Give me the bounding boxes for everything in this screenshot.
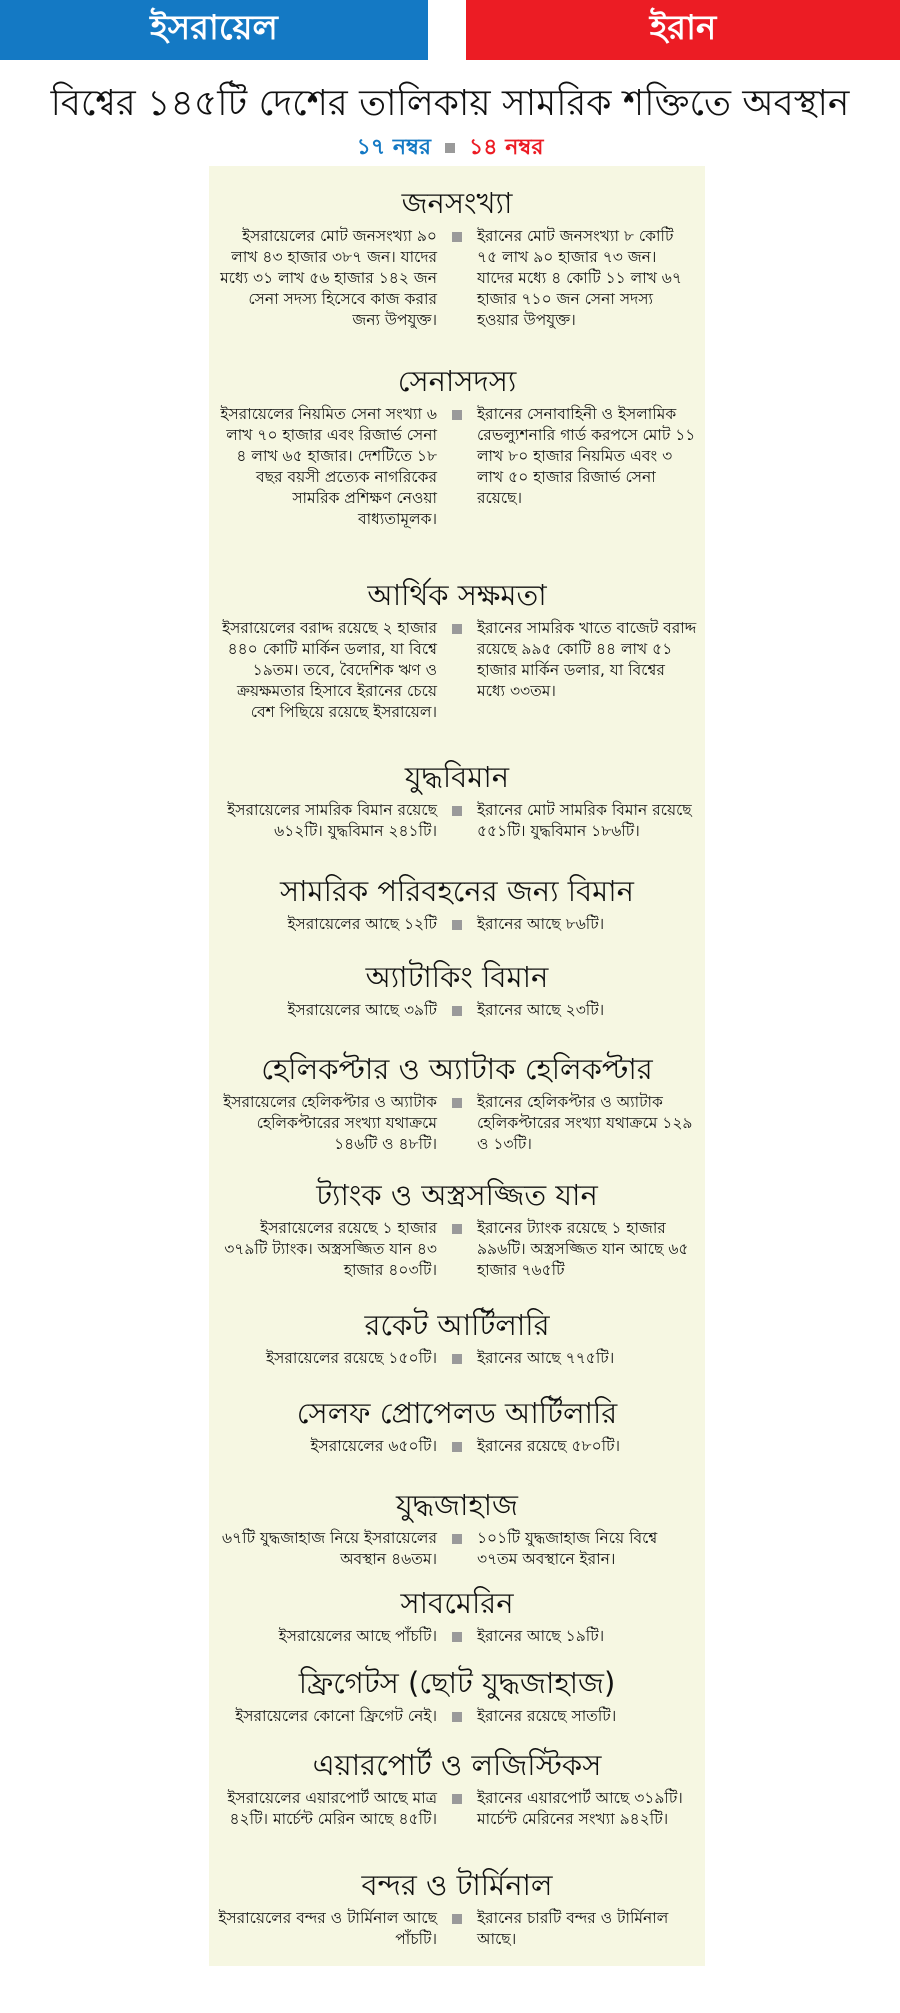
- section-soldiers: [209, 362, 705, 530]
- section-finance: [209, 576, 705, 723]
- israel-text: ইসরায়েলের রয়েছে ১৫০টি।: [266, 1349, 437, 1367]
- iran-text: ইরানের চারটি বন্দর ও টার্মিনাল আছে।: [477, 1909, 669, 1948]
- iran-text: ইরানের সেনাবাহিনী ও ইসলামিক রেভল্যুশনারি গার্ড করপসে মোট ১১ লাখ ৮০ হাজার নিয়মিত এবং ৩ লাখ ৫০ হাজার রিজার্ভ সেনা রয়েছে।: [477, 405, 696, 507]
- israel-text: ইসরায়েলের কোনো ফ্রিগেট নেই।: [235, 1707, 437, 1725]
- iran-text: ইরানের ট্যাংক রয়েছে ১ হাজার ৯৯৬টি। অস্ত্রসজ্জিত যান আছে ৬৫ হাজার ৭৬৫টি: [477, 1219, 689, 1279]
- separator-icon: [437, 1908, 477, 1950]
- section-helicopters: [209, 1050, 705, 1155]
- page-title: বিশ্বের ১৪৫টি দেশের তালিকায় সামরিক শক্তিতে অবস্থান: [50, 83, 850, 124]
- separator-icon: [437, 1436, 477, 1457]
- iran-rank: ১৪ নম্বর: [469, 135, 544, 160]
- section-warships: [209, 1486, 705, 1570]
- iran-text: ইরানের আছে ৭৭৫টি।: [477, 1349, 615, 1367]
- section-title: হেলিকপ্টার ও অ্যাটাক হেলিকপ্টার: [261, 1052, 653, 1086]
- separator-icon: [437, 404, 477, 530]
- separator-icon: [437, 1092, 477, 1155]
- section-title: সেনাসদস্য: [397, 364, 517, 398]
- separator-icon: [437, 226, 477, 331]
- iran-header: ইরান: [466, 0, 900, 60]
- israel-text: ইসরায়েলের রয়েছে ১ হাজার ৩৭৯টি ট্যাংক। অস্ত্রসজ্জিত যান ৪৩ হাজার ৪০৩টি।: [224, 1219, 437, 1279]
- section-rocket-artillery: [209, 1306, 705, 1369]
- section-title: অ্যাটাকিং বিমান: [365, 960, 549, 994]
- separator-icon: [437, 1626, 477, 1647]
- iran-text: ১০১টি যুদ্ধজাহাজ নিয়ে বিশ্বে ৩৭তম অবস্থানে ইরান।: [477, 1529, 658, 1568]
- section-ports-terminals: [209, 1866, 705, 1950]
- section-submarines: [209, 1584, 705, 1647]
- iran-text: ইরানের এয়ারপোর্ট আছে ৩১৯টি। মার্চেন্ট মেরিনের সংখ্যা ৯৪২টি।: [477, 1789, 683, 1828]
- israel-text: ইসরায়েলের আছে ৩৯টি: [287, 1001, 437, 1019]
- section-title: ফ্রিগেটস (ছোট যুদ্ধজাহাজ): [298, 1666, 616, 1700]
- section-title: সেলফ প্রোপেলড আর্টিলারি: [296, 1396, 618, 1430]
- rank-row: [0, 133, 900, 163]
- section-tanks: [209, 1176, 705, 1281]
- separator-icon: [437, 1000, 477, 1021]
- separator-icon: [437, 1528, 477, 1570]
- separator-icon: [437, 618, 477, 723]
- israel-rank: ১৭ নম্বর: [356, 135, 432, 160]
- section-population: [209, 184, 705, 331]
- section-title: সামরিক পরিবহনের জন্য বিমান: [279, 874, 634, 908]
- section-title: এয়ারপোর্ট ও লজিস্টিকস: [312, 1748, 602, 1782]
- section-title: যুদ্ধজাহাজ: [396, 1488, 518, 1522]
- section-title: যুদ্ধবিমান: [404, 760, 510, 794]
- section-self-propelled-artillery: [209, 1394, 705, 1457]
- israel-text: ইসরায়েলের নিয়মিত সেনা সংখ্যা ৬ লাখ ৭০ হাজার এবং রিজার্ভ সেনা ৪ লাখ ৬৫ হাজার। দেশটিতে ১৮ বছর বয়সী প্রত্যেক নাগরিকের সামরিক প্রশিক্ষণ নেওয়া বাধ্যতামূলক।: [220, 405, 437, 528]
- section-title: ট্যাংক ও অস্ত্রসজ্জিত যান: [316, 1178, 598, 1212]
- israel-text: ইসরায়েলের সামরিক বিমান রয়েছে ৬১২টি। যুদ্ধবিমান ২৪১টি।: [227, 801, 437, 840]
- israel-text: ইসরায়েলের বন্দর ও টার্মিনাল আছে পাঁচটি।: [218, 1909, 437, 1948]
- section-title: বন্দর ও টার্মিনাল: [361, 1868, 553, 1902]
- israel-text: ইসরায়েলের এয়ারপোর্ট আছে মাত্র ৪২টি। মার্চেন্ট মেরিন আছে ৪৫টি।: [227, 1789, 437, 1828]
- section-attack-aircraft: [209, 958, 705, 1021]
- rank-separator-icon: [445, 143, 455, 153]
- section-fighter-jets: [209, 758, 705, 842]
- iran-text: ইরানের সামরিক খাতে বাজেট বরাদ্দ রয়েছে ৯৯৫ কোটি ৪৪ লাখ ৫১ হাজার মার্কিন ডলার, যা বিশ্বের মধ্যে ৩৩তম।: [477, 619, 697, 700]
- iran-text: ইরানের মোট সামরিক বিমান রয়েছে ৫৫১টি। যুদ্ধবিমান ১৮৬টি।: [477, 801, 692, 840]
- section-title: সাবমেরিন: [400, 1586, 514, 1620]
- iran-text: ইরানের হেলিকপ্টার ও অ্যাটাক হেলিকপ্টারের সংখ্যা যথাক্রমে ১২৯ ও ১৩টি।: [477, 1093, 693, 1153]
- separator-icon: [437, 1706, 477, 1727]
- iran-text: ইরানের রয়েছে সাতটি।: [477, 1707, 617, 1725]
- iran-text: ইরানের আছে ২৩টি।: [477, 1001, 605, 1019]
- section-title: রকেট আর্টিলারি: [364, 1308, 550, 1342]
- comparison-panel: [209, 166, 705, 1966]
- israel-text: ইসরায়েলের আছে পাঁচটি।: [278, 1627, 437, 1645]
- iran-text: ইরানের আছে ৮৬টি।: [477, 915, 605, 933]
- separator-icon: [437, 800, 477, 842]
- iran-text: ইরানের মোট জনসংখ্যা ৮ কোটি ৭৫ লাখ ৯০ হাজার ৭৩ জন। যাদের মধ্যে ৪ কোটি ১১ লাখ ৬৭ হাজার ৭১০ জন সেনা সদস্য হওয়ার উপযুক্ত।: [477, 227, 682, 329]
- separator-icon: [437, 1788, 477, 1830]
- israel-header: ইসরায়েল: [0, 0, 428, 60]
- section-airports-logistics: [209, 1746, 705, 1830]
- separator-icon: [437, 1348, 477, 1369]
- iran-text: ইরানের আছে ১৯টি।: [477, 1627, 605, 1645]
- israel-text: ৬৭টি যুদ্ধজাহাজ নিয়ে ইসরায়েলের অবস্থান ৪৬তম।: [221, 1529, 437, 1568]
- section-frigates: [209, 1664, 705, 1727]
- iran-text: ইরানের রয়েছে ৫৮০টি।: [477, 1437, 621, 1455]
- separator-icon: [437, 914, 477, 935]
- israel-text: ইসরায়েলের মোট জনসংখ্যা ৯০ লাখ ৪৩ হাজার ৩৮৭ জন। যাদের মধ্যে ৩১ লাখ ৫৬ হাজার ১৪২ জন সেনা সদস্য হিসেবে কাজ করার জন্য উপযুক্ত।: [220, 227, 437, 329]
- israel-text: ইসরায়েলের হেলিকপ্টার ও অ্যাটাক হেলিকপ্টারের সংখ্যা যথাক্রমে ১৪৬টি ও ৪৮টি।: [223, 1093, 437, 1153]
- section-title: আর্থিক সক্ষমতা: [367, 578, 547, 612]
- section-title: জনসংখ্যা: [401, 186, 513, 220]
- separator-icon: [437, 1218, 477, 1281]
- israel-text: ইসরায়েলের আছে ১২টি: [287, 915, 437, 933]
- israel-text: ইসরায়েলের বরাদ্দ রয়েছে ২ হাজার ৪৪০ কোটি মার্কিন ডলার, যা বিশ্বে ১৯তম। তবে, বৈদেশিক ঋণ ও ক্রয়ক্ষমতার হিসাবে ইরানের চেয়ে বেশ পিছিয়ে রয়েছে ইসরায়েল।: [222, 619, 437, 721]
- section-transport-aircraft: [209, 872, 705, 935]
- israel-text: ইসরায়েলের ৬৫০টি।: [310, 1437, 437, 1455]
